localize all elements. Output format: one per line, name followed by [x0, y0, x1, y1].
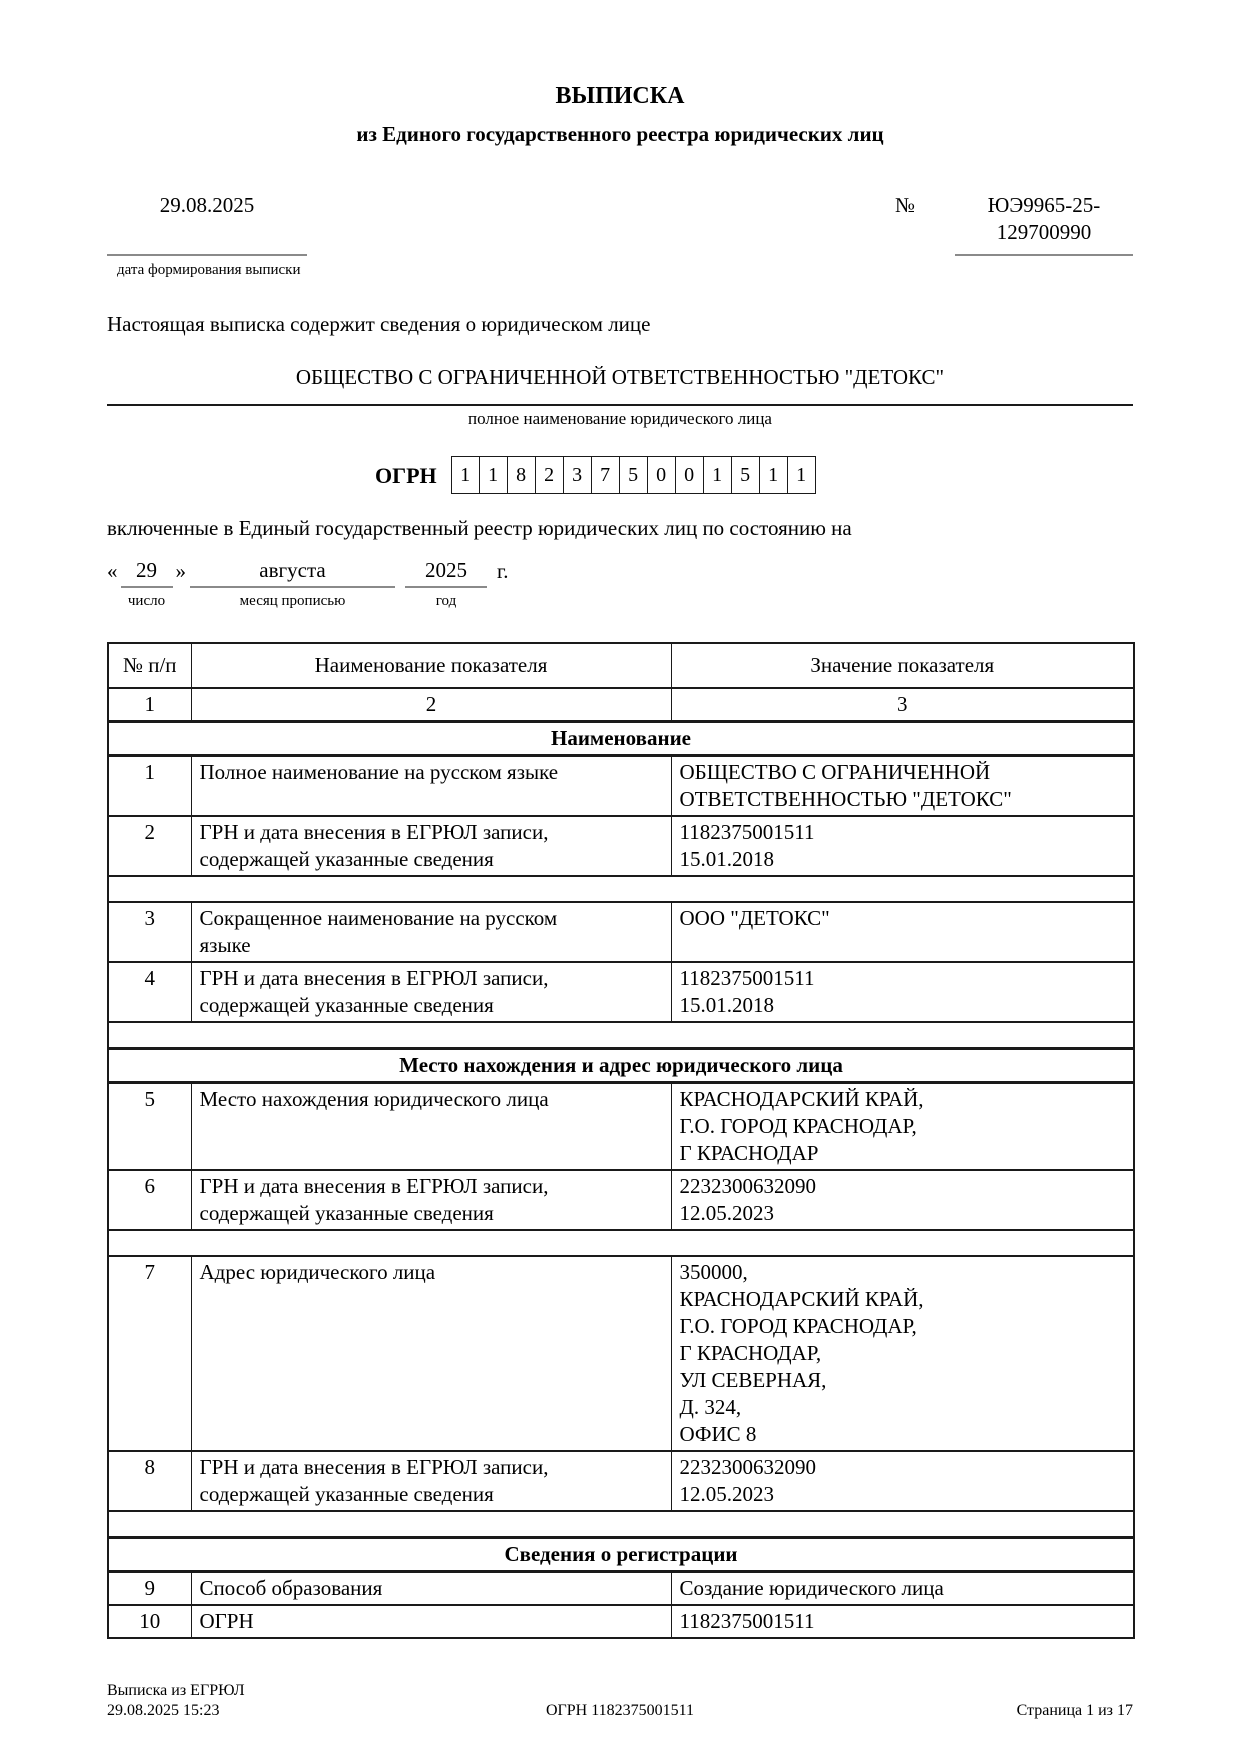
as-of-year: 2025 [405, 557, 487, 588]
spacer-row [108, 876, 1134, 902]
ogrn-digit-box: 7 [591, 456, 620, 494]
indicator-name: Полное наименование на русском языке [191, 756, 671, 817]
row-number: 7 [108, 1256, 191, 1451]
ogrn-digit-box: 0 [675, 456, 704, 494]
open-quote: « [107, 559, 118, 583]
indicator-value: Создание юридического лица [671, 1572, 1134, 1606]
as-of-date-row [107, 557, 1133, 610]
table-row [108, 1451, 1134, 1511]
row-number: 1 [108, 756, 191, 817]
as-of-day-field [121, 557, 173, 610]
as-of-year-caption: год [435, 593, 457, 609]
indicator-name: ГРН и дата внесения в ЕГРЮЛ записи, содержащей указанные сведения [191, 962, 671, 1022]
ogrn-digit-box: 1 [479, 456, 508, 494]
table-row [108, 1572, 1134, 1606]
issue-info-row [107, 192, 1133, 256]
column-number-3: 3 [671, 688, 1134, 722]
section-title: Место нахождения и адрес юридического лица [108, 1049, 1134, 1083]
ogrn-digit-box: 1 [787, 456, 816, 494]
extract-number-block [895, 192, 1133, 256]
ogrn-digit-box: 5 [619, 456, 648, 494]
section-title: Сведения о регистрации [108, 1538, 1134, 1572]
spacer-cell [108, 1022, 1134, 1049]
company-name: ОБЩЕСТВО С ОГРАНИЧЕННОЙ ОТВЕТСТВЕННОСТЬЮ "ДЕТОКС" [107, 364, 1133, 406]
table-row [108, 816, 1134, 876]
row-number: 10 [108, 1605, 191, 1638]
table-row [108, 1170, 1134, 1230]
spacer-cell [108, 876, 1134, 902]
indicator-value: ООО "ДЕТОКС" [671, 902, 1134, 962]
included-line: включенные в Единый государственный реестр юридических лиц по состоянию на [107, 516, 852, 540]
indicator-value: 350000, КРАСНОДАРСКИЙ КРАЙ, Г.О. ГОРОД КРАСНОДАР, Г КРАСНОДАР, УЛ СЕВЕРНАЯ, Д. 324, ОФИС 8 [671, 1256, 1134, 1451]
section-header-row [108, 1049, 1134, 1083]
extract-date-caption: дата формирования выписки [117, 262, 301, 278]
table-row [108, 756, 1134, 817]
spacer-row [108, 1022, 1134, 1049]
footer-doc-type: Выписка из ЕГРЮЛ [107, 1682, 245, 1699]
table-row [108, 962, 1134, 1022]
table-row [108, 1605, 1134, 1638]
extract-number [955, 192, 1133, 256]
as-of-month: августа [190, 557, 395, 588]
page-subtitle: из Единого государственного реестра юридических лиц [356, 122, 884, 146]
indicator-name: Способ образования [191, 1572, 671, 1606]
indicator-name: ГРН и дата внесения в ЕГРЮЛ записи, содержащей указанные сведения [191, 1451, 671, 1511]
ogrn-digit-box: 1 [451, 456, 480, 494]
spacer-row [108, 1230, 1134, 1256]
close-quote: » [175, 559, 186, 583]
spacer-row [108, 1511, 1134, 1538]
indicator-name: ОГРН [191, 1605, 671, 1638]
ogrn-digit-boxes [451, 456, 816, 494]
table-header-row [108, 643, 1134, 688]
column-numbering-row [108, 688, 1134, 722]
indicator-value: 1182375001511 15.01.2018 [671, 816, 1134, 876]
table-row [108, 1256, 1134, 1451]
indicator-name: Адрес юридического лица [191, 1256, 671, 1451]
indicator-name: Сокращенное наименование на русском языке [191, 902, 671, 962]
column-header-name: Наименование показателя [191, 643, 671, 688]
ogrn-digit-box: 0 [647, 456, 676, 494]
section-header-row [108, 1538, 1134, 1572]
indicator-value: ОБЩЕСТВО С ОГРАНИЧЕННОЙ ОТВЕТСТВЕННОСТЬЮ "ДЕТОКС" [671, 756, 1134, 817]
column-header-num: № п/п [108, 643, 191, 688]
ogrn-digit-box: 5 [731, 456, 760, 494]
row-number: 5 [108, 1083, 191, 1171]
year-suffix: г. [497, 559, 509, 583]
intro-text: Настоящая выписка содержит сведения о юридическом лице [107, 312, 651, 336]
company-name-caption: полное наименование юридического лица [468, 409, 772, 428]
section-title: Наименование [108, 722, 1134, 756]
ogrn-digit-box: 1 [703, 456, 732, 494]
extract-number-line2: 129700990 [996, 220, 1092, 244]
indicator-value: КРАСНОДАРСКИЙ КРАЙ, Г.О. ГОРОД КРАСНОДАР, Г КРАСНОДАР [671, 1083, 1134, 1171]
indicator-value: 2232300632090 12.05.2023 [671, 1170, 1134, 1230]
extract-number-line1: ЮЭ9965-25- [987, 193, 1101, 217]
row-number: 2 [108, 816, 191, 876]
row-number: 6 [108, 1170, 191, 1230]
indicator-name: ГРН и дата внесения в ЕГРЮЛ записи, содержащей указанные сведения [191, 816, 671, 876]
number-sign: № [894, 193, 915, 217]
ogrn-label: ОГРН [375, 462, 437, 488]
spacer-cell [108, 1511, 1134, 1538]
ogrn-digit-box: 3 [563, 456, 592, 494]
ogrn-digit-box: 1 [759, 456, 788, 494]
column-header-value: Значение показателя [671, 643, 1134, 688]
as-of-day-caption: число [127, 593, 166, 609]
ogrn-digit-box: 2 [535, 456, 564, 494]
column-number-1: 1 [108, 688, 191, 722]
register-table-body [108, 643, 1134, 1638]
row-number: 3 [108, 902, 191, 962]
page-footer [107, 1681, 1133, 1721]
footer-datetime: 29.08.2025 15:23 [107, 1702, 220, 1719]
indicator-name: Место нахождения юридического лица [191, 1083, 671, 1171]
row-number: 8 [108, 1451, 191, 1511]
register-table [107, 642, 1135, 1639]
footer-left [107, 1681, 245, 1721]
extract-date: 29.08.2025 [107, 192, 307, 256]
spacer-cell [108, 1230, 1134, 1256]
ogrn-row [375, 456, 1133, 494]
page-title: ВЫПИСКА [555, 83, 685, 109]
indicator-value: 1182375001511 15.01.2018 [671, 962, 1134, 1022]
as-of-month-caption: месяц прописью [239, 593, 346, 609]
ogrn-digit-box: 8 [507, 456, 536, 494]
section-header-row [108, 722, 1134, 756]
as-of-year-field [405, 557, 487, 610]
indicator-name: ГРН и дата внесения в ЕГРЮЛ записи, содержащей указанные сведения [191, 1170, 671, 1230]
row-number: 9 [108, 1572, 191, 1606]
as-of-month-field [190, 557, 395, 610]
footer-page-number: Страница 1 из 17 [1016, 1702, 1133, 1719]
indicator-value: 1182375001511 [671, 1605, 1134, 1638]
indicator-value: 2232300632090 12.05.2023 [671, 1451, 1134, 1511]
table-row [108, 902, 1134, 962]
table-row [108, 1083, 1134, 1171]
row-number: 4 [108, 962, 191, 1022]
as-of-day: 29 [121, 557, 173, 588]
column-number-2: 2 [191, 688, 671, 722]
footer-ogrn: ОГРН 1182375001511 [545, 1702, 695, 1719]
